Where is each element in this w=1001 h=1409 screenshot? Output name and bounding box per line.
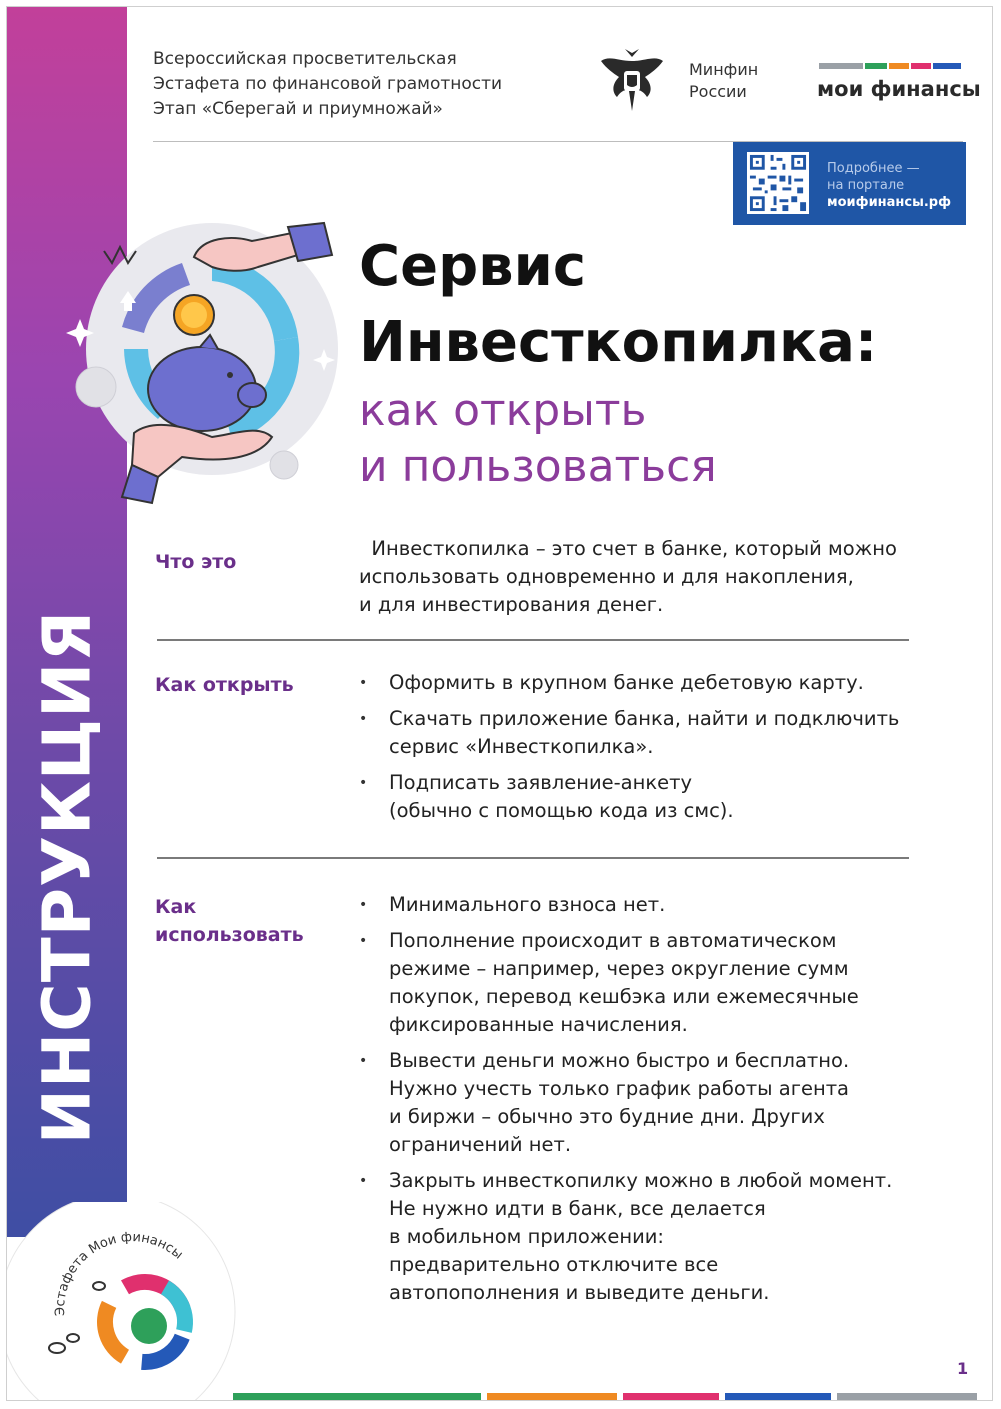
minfin-label	[689, 59, 758, 103]
text-line: покупок, перевод кешбэка или ежемесячные	[389, 985, 859, 1008]
text-line: и для инвестирования денег.	[359, 593, 664, 616]
label-line: Как	[155, 896, 197, 918]
bottom-color-bar	[233, 1393, 993, 1401]
text-line: • Пополнение происходит в автоматическом	[389, 929, 837, 952]
text-line: Нужно учесть только график работы агента	[389, 1077, 850, 1100]
section-label-use	[155, 893, 304, 949]
header-line: Всероссийская просветительская	[153, 49, 457, 69]
text-line: Не нужно идти в банк, все делается	[389, 1197, 766, 1220]
qr-line: Подробнее —	[827, 161, 920, 176]
text-line: в мобильном приложении:	[389, 1225, 664, 1248]
text-line: (обычно с помощью кода из смс).	[389, 799, 734, 822]
section-what-text	[359, 535, 897, 619]
minfin-eagle-icon	[599, 47, 665, 117]
text-line: Инвесткопилка – это счет в банке, который можно	[359, 537, 897, 560]
page-subtitle	[359, 383, 717, 495]
list-item	[359, 927, 892, 1039]
bar-segment-green	[233, 1393, 481, 1401]
text-line: фиксированные начисления.	[389, 1013, 688, 1036]
header-event-info	[153, 47, 502, 122]
text-line: предварительно отключите все	[389, 1253, 719, 1276]
relay-logo-text: Эстафета Мои финансы	[53, 1229, 186, 1317]
side-label: ИНСТРУКЦИЯ	[28, 609, 106, 1145]
bar-segment-orange	[487, 1393, 617, 1401]
label-line: использовать	[155, 924, 304, 946]
list-item	[359, 669, 899, 697]
qr-code-icon	[747, 152, 809, 214]
title-line: Сервис	[359, 234, 587, 299]
text-line: • Скачать приложение банка, найти и подключить	[389, 707, 900, 730]
subtitle-line: и пользоваться	[359, 441, 717, 492]
subtitle-line: как открыть	[359, 385, 647, 436]
section-divider	[157, 857, 909, 859]
brand-color-bar	[819, 63, 961, 69]
minfin-line: России	[689, 82, 747, 101]
list-item	[359, 1167, 892, 1307]
text-line: • Оформить в крупном банке дебетовую карту.	[389, 671, 864, 694]
text-line: и биржи – обычно это будние дни. Других	[389, 1105, 825, 1128]
qr-caption	[827, 160, 951, 211]
text-line: • Минимального взноса нет.	[389, 893, 666, 916]
title-line: Инвесткопилка:	[359, 310, 878, 375]
section-label-what: Что это	[155, 551, 237, 573]
text-line: автопополнения и выведите деньги.	[389, 1281, 770, 1304]
text-line: сервис «Инвесткопилка».	[389, 735, 654, 758]
qr-line: на портале	[827, 178, 905, 193]
section-open-list	[359, 669, 899, 833]
page	[6, 6, 993, 1401]
text-line: режиме – например, через округление сумм	[389, 957, 849, 980]
page-number: 1	[957, 1359, 969, 1378]
side-strip	[7, 7, 127, 1237]
list-item	[359, 705, 899, 761]
qr-link[interactable]: моифинансы.рф	[827, 195, 952, 210]
bar-segment-pink	[623, 1393, 719, 1401]
text-line: • Подписать заявление-анкету	[389, 771, 693, 794]
list-item	[359, 769, 899, 825]
section-use-list	[359, 891, 892, 1315]
section-label-open: Как открыть	[155, 674, 294, 696]
brand-logo: мои финансы	[817, 77, 981, 101]
text-line: • Закрыть инвесткопилку можно в любой момент.	[389, 1169, 893, 1192]
text-line: использовать одновременно и для накопления,	[359, 565, 854, 588]
text-line: ограничений нет.	[389, 1133, 572, 1156]
relay-logo	[7, 1202, 247, 1401]
header-line: Этап «Сберегай и приумножай»	[153, 99, 443, 119]
piggy-bank-illustration	[62, 197, 352, 527]
qr-banner[interactable]	[733, 142, 966, 225]
list-item	[359, 1047, 892, 1159]
bar-segment-grey	[837, 1393, 977, 1401]
page-title	[359, 229, 877, 381]
section-divider	[157, 639, 909, 641]
minfin-line: Минфин	[689, 60, 759, 79]
bar-segment-blue	[725, 1393, 831, 1401]
text-line: • Вывести деньги можно быстро и бесплатно.	[389, 1049, 850, 1072]
list-item	[359, 891, 892, 919]
header-line: Эстафета по финансовой грамотности	[153, 74, 503, 94]
